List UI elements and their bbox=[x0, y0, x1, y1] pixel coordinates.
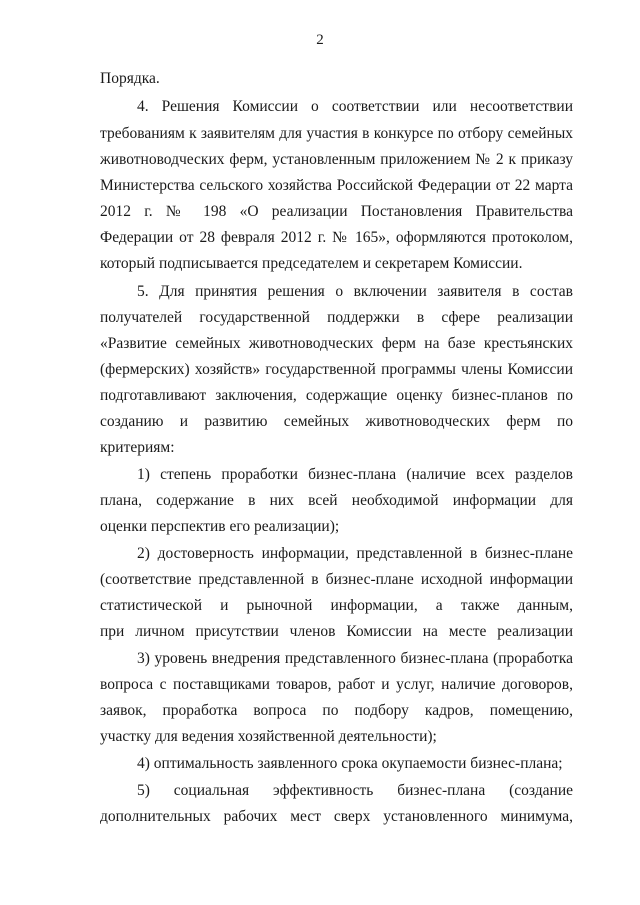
text-line: подготавливают заключения, содержащие оценку бизнес-планов по bbox=[100, 387, 573, 404]
text-line: оценки перспектив его реализации); bbox=[100, 518, 340, 535]
text-line: дополнительных рабочих мест сверх установленного минимума, bbox=[100, 808, 573, 825]
page-number: 2 bbox=[316, 32, 324, 48]
text-line: «Развитие семейных животноводческих ферм на базе крестьянских bbox=[100, 335, 573, 352]
text-line: 4) оптимальность заявленного срока окупаемости бизнес-плана; bbox=[137, 755, 563, 772]
text-line: 2012 г. № 198 «О реализации Постановления Правительства bbox=[100, 203, 573, 220]
text-line: статистической и рыночной информации, а также данным, bbox=[100, 597, 573, 614]
text-line: 3) уровень внедрения представленного бизнес-плана (проработка bbox=[137, 650, 573, 667]
text-line: Федерации от 28 февраля 2012 г. № 165», оформляются протоколом, bbox=[100, 229, 573, 246]
text-line: 5. Для принятия решения о включении заявителя в состав bbox=[137, 283, 573, 300]
text-line: 1) степень проработки бизнес-плана (наличие всех разделов bbox=[137, 466, 573, 483]
text-line: критериям: bbox=[100, 439, 175, 456]
text-line: который подписывается председателем и секретарем Комиссии. bbox=[100, 255, 523, 272]
text-line: Министерства сельского хозяйства Российской Федерации от 22 марта bbox=[100, 177, 573, 194]
text-line: при личном присутствии членов Комиссии на месте реализации bbox=[100, 623, 573, 640]
text-line: вопроса с поставщиками товаров, работ и услуг, наличие договоров, bbox=[100, 676, 573, 693]
text-line: Порядка. bbox=[100, 70, 160, 87]
text-line: заявок, проработка вопроса по подбору кадров, помещению, bbox=[100, 702, 573, 719]
text-line: (соответствие представленной в бизнес-плане исходной информации bbox=[100, 571, 573, 588]
text-line: 4. Решения Комиссии о соответствии или несоответствии bbox=[137, 98, 573, 115]
text-line: 5) социальная эффективность бизнес-плана (создание bbox=[137, 782, 573, 799]
text-line: требованиям к заявителям для участия в конкурсе по отбору семейных bbox=[100, 125, 573, 142]
text-line: получателей государственной поддержки в сфере реализации bbox=[100, 309, 573, 326]
text-line: созданию и развитию семейных животноводческих ферм по bbox=[100, 413, 573, 430]
text-line: 2) достоверность информации, представленной в бизнес-плане bbox=[137, 545, 573, 562]
text-line: (фермерских) хозяйств» государственной программы члены Комиссии bbox=[100, 361, 573, 378]
text-line: плана, содержание в них всей необходимой информации для bbox=[100, 492, 573, 509]
text-line: участку для ведения хозяйственной деятельности); bbox=[100, 728, 437, 745]
text-line: животноводческих ферм, установленным приложением № 2 к приказу bbox=[100, 151, 573, 168]
